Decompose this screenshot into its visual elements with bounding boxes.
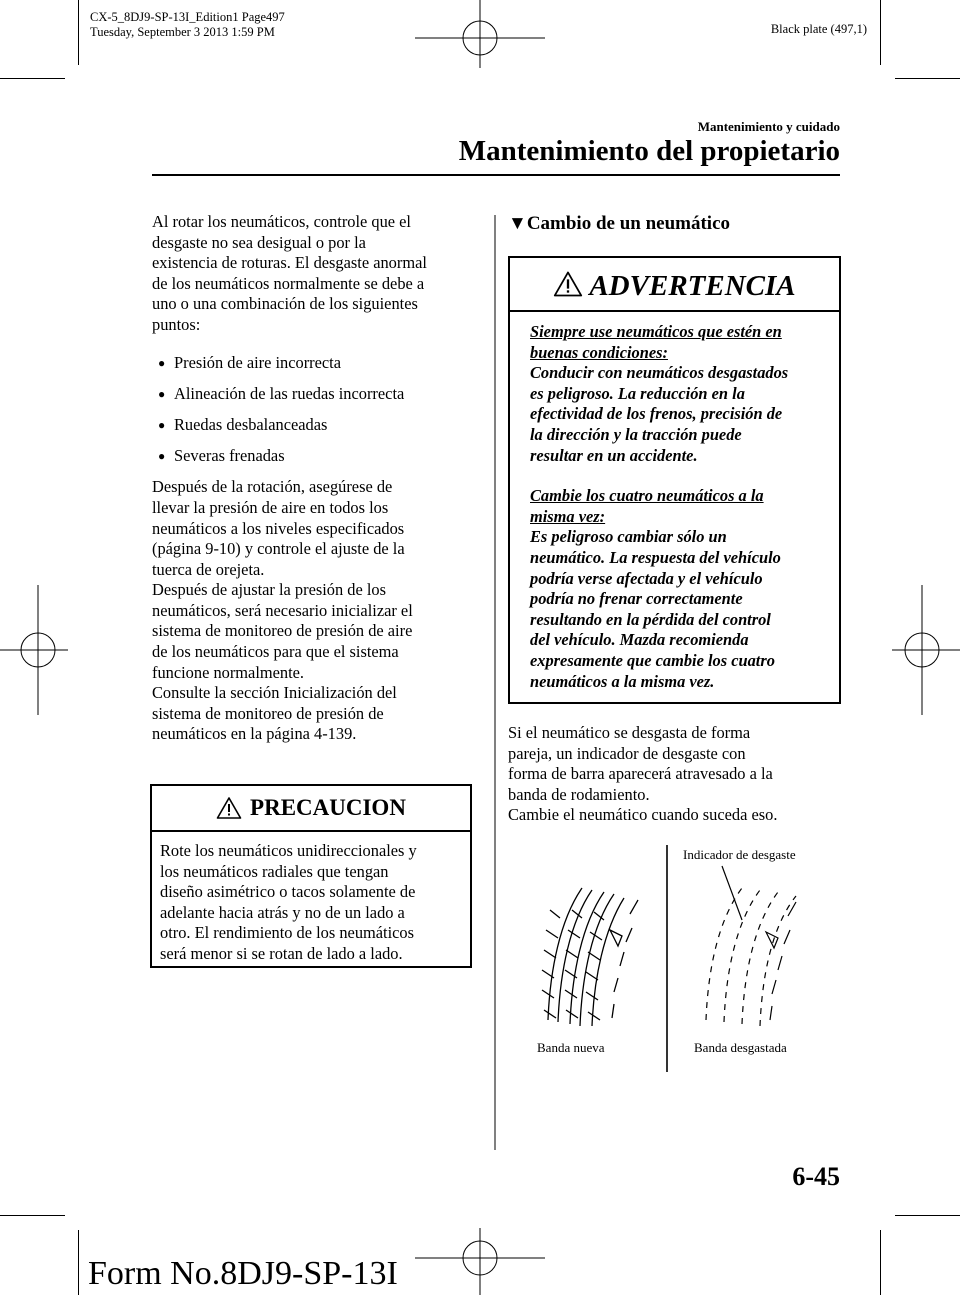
warning-subheading: Cambie los cuatro neumáticos a la [530,486,764,506]
list-item: ● Alineación de las ruedas incorrecta [158,383,405,403]
new-tread-icon [542,888,638,1026]
warning-subheading: Siempre use neumáticos que estén en [530,322,782,341]
warning-subheading: buenas condiciones: [530,342,668,362]
caution-title: PRECAUCION [250,795,406,820]
label-new-tread: Banda nueva [537,1040,605,1055]
bullet-icon: ● [158,386,166,401]
header-rule [152,174,840,176]
print-info [90,10,285,40]
warning-body: Siempre use neumáticos que estén en buenas condiciones: Conducir con neumáticos desgastados es peligroso. La reducción en la efectividad de los frenos, precisión de la dirección y la tracción puede resultar en un accidente. Cambie los cuatro neumáticos a la misma vez: Es peligroso cambiar sólo un neumático. La respuesta del vehículo podría verse afectada y el vehículo podría no frenar correctamente resultando en la pérdida del control del vehículo. Mazda recomienda expresamente que cambie los cuatro neumáticos a la misma vez. [510,312,839,692]
rotation-paragraph: Después de la rotación, asegúrese de llevar la presión de aire en todos los neumáticos a los niveles especificados (página 9-10) y controle el ajuste de la tuerca de orejeta. Después de ajustar la presión de los neumáticos, será necesario inicializar el sistema de monitoreo de presión de aire de los neumáticos para que el sistema funcione normalmente. Consulte la sección Inicialización del sistema de monitoreo de presión de neumáticos en la página 4-139. [152,477,413,744]
bullet-icon: ● [158,449,166,464]
intro-paragraph: Al rotar los neumáticos, controle que el desgaste no sea desigual o por la existencia de roturas. El desgaste anormal de los neumáticos normalmente se debe a uno o una combinación de los siguientes puntos: [152,212,427,334]
caution-body: Rote los neumáticos unidireccionales y los neumáticos radiales que tengan diseño asimétrico o tacos solamente de adelante hacia atrás y no de un lado a otro. El rendimiento de los neumáticos será menor si se rotan de lado a lado. [160,841,417,963]
bullet-icon: ● [158,417,166,432]
wear-paragraph: Si el neumático se desgasta de forma pareja, un indicador de desgaste con forma de barra aparecerá atravesado a la banda de rodamiento. Cambie el neumático cuando suceda eso. [508,723,778,825]
page-number: 6-45 [792,1162,840,1191]
tread-illustration [520,840,840,1080]
print-info-line: Tuesday, September 3 2013 1:59 PM [90,25,275,39]
worn-tread-icon [706,866,796,1026]
plate-info: Black plate (497,1) [770,22,867,36]
list-item: ● Ruedas desbalanceadas [158,414,328,434]
warning-title: ADVERTENCIA [589,269,796,302]
section-heading: ▼Cambio de un neumático [508,213,731,234]
warning-subheading: misma vez: [530,506,606,526]
left-column [152,212,477,745]
label-wear-indicator: Indicador de desgaste [683,847,796,862]
print-info-line: CX-5_8DJ9-SP-13I_Edition1 Page497 [90,10,285,24]
caution-box [150,784,472,968]
caution-header [152,786,470,832]
label-worn-tread: Banda desgastada [694,1040,787,1055]
list-item: ● Severas frenadas [158,446,285,466]
warning-box [508,256,841,704]
warning-header [510,258,839,312]
cause-list [152,353,477,467]
form-number: Form No.8DJ9-SP-13I [88,1255,398,1292]
list-item: ● Presión de aire incorrecta [158,352,342,372]
triangle-marker-icon: ▼ [508,213,527,234]
warning-triangle-icon [553,270,583,298]
page-title: Mantenimiento del propietario [458,135,840,167]
warning-triangle-icon [216,796,242,820]
bullet-icon: ● [158,355,166,370]
section-label: Mantenimiento y cuidado [697,119,840,134]
